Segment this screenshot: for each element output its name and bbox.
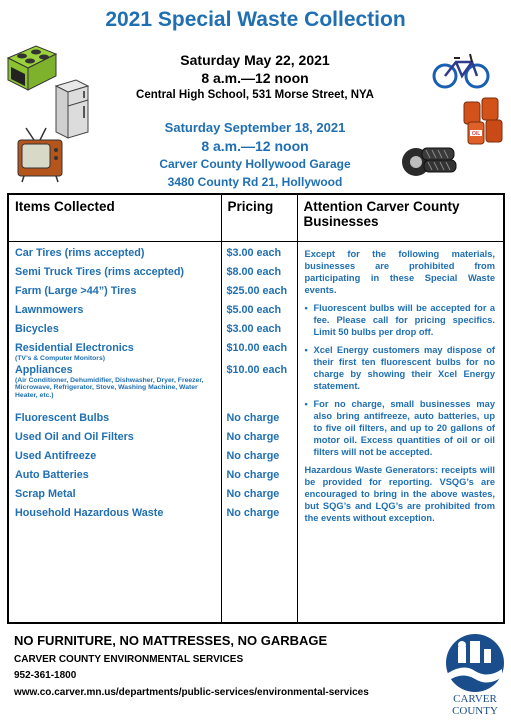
event-may-time: 8 a.m.—12 noon bbox=[201, 70, 309, 86]
event-sept-location: Carver County Hollywood Garage bbox=[159, 157, 351, 171]
attention-bullets bbox=[305, 302, 496, 458]
footer-url[interactable]: www.co.carver.mn.us/departments/public-services/environmental-services bbox=[14, 687, 369, 698]
list-item: Scrap Metal bbox=[15, 487, 76, 500]
attention-bullet: • For no charge, small businesses may also bring antifreeze, auto batteries, up to five oil filters, and up to 20 gallons of motor oil. Excess quantities of oil or oil filters will not be accepted. bbox=[305, 398, 496, 458]
pricing-column bbox=[221, 241, 297, 623]
items-table bbox=[7, 193, 505, 624]
television-icon bbox=[14, 126, 66, 184]
list-item: Used Oil and Oil Filters bbox=[15, 430, 134, 443]
event-may-location: Central High School, 531 Morse Street, NYA bbox=[136, 89, 374, 101]
footer bbox=[14, 633, 444, 698]
table-header-row bbox=[8, 194, 504, 241]
price-value: $25.00 each bbox=[226, 284, 288, 297]
logo-line-2: COUNTY bbox=[452, 705, 498, 717]
list-item: Bicycles bbox=[15, 322, 59, 335]
footer-phone: 952-361-1800 bbox=[14, 670, 77, 681]
event-sept-address: 3480 County Rd 21, Hollywood bbox=[167, 175, 343, 189]
oil-drums-icon bbox=[462, 96, 506, 148]
list-item: Used Antifreeze bbox=[15, 449, 97, 462]
attention-closing: Hazardous Waste Generators: receipts will be provided for reporting. VSQG’s are encouraged to bring in the above wastes, but SQG’s and LQG’s are prohibited from the events without exception. bbox=[304, 464, 495, 523]
logo-text bbox=[440, 693, 510, 717]
event-september bbox=[110, 120, 400, 189]
price-value: $5.00 each bbox=[226, 303, 282, 316]
list-item bbox=[15, 363, 215, 411]
event-may-date: Saturday May 22, 2021 bbox=[180, 52, 330, 68]
list-item: Lawnmowers bbox=[15, 303, 84, 316]
event-sept-date: Saturday September 18, 2021 bbox=[164, 120, 346, 135]
stove-icon bbox=[6, 42, 58, 92]
price-value: $8.00 each bbox=[226, 265, 282, 278]
price-value: $3.00 each bbox=[226, 246, 282, 259]
header-attention: Attention Carver County Businesses bbox=[297, 194, 504, 241]
items-column bbox=[8, 241, 221, 623]
price-value: $10.00 each bbox=[226, 363, 288, 376]
item-subtext: (Air Conditioner, Dehumidifier, Dishwasher, Dryer, Freezer, Microwave, Refrigerator, Stove, Washing Machine, Water Heater, etc.) bbox=[15, 376, 204, 399]
price-value: No charge bbox=[226, 430, 280, 443]
bicycle-icon bbox=[432, 50, 490, 90]
attention-column bbox=[297, 241, 504, 623]
logo-line-1: CARVER bbox=[453, 693, 497, 705]
header-pricing: Pricing bbox=[221, 194, 297, 241]
footer-notice: NO FURNITURE, NO MATTRESSES, NO GARBAGE bbox=[14, 633, 328, 648]
table-body-row bbox=[8, 241, 504, 623]
price-value: No charge bbox=[226, 487, 280, 500]
list-item: Farm (Large >44”) Tires bbox=[15, 284, 137, 297]
price-value: No charge bbox=[226, 449, 280, 462]
header-items: Items Collected bbox=[8, 194, 221, 241]
list-item: Auto Batteries bbox=[15, 468, 89, 481]
list-item: Household Hazardous Waste bbox=[15, 506, 164, 519]
item-label: Appliances bbox=[15, 363, 73, 376]
item-label: Residential Electronics bbox=[15, 341, 134, 354]
attention-intro: Except for the following materials, businesses are prohibited from participating in these Special Waste events. bbox=[304, 248, 495, 295]
price-value: No charge bbox=[226, 468, 280, 481]
price-value: $10.00 each bbox=[226, 341, 288, 354]
footer-org: CARVER COUNTY ENVIRONMENTAL SERVICES bbox=[14, 654, 244, 665]
event-sept-time: 8 a.m.—12 noon bbox=[201, 138, 309, 154]
price-value: $3.00 each bbox=[226, 322, 282, 335]
list-item: Car Tires (rims accepted) bbox=[15, 246, 145, 259]
item-subtext: (TV’s & Computer Monitors) bbox=[15, 354, 105, 362]
list-item: Fluorescent Bulbs bbox=[15, 411, 110, 424]
price-value: No charge bbox=[226, 411, 280, 424]
price-value: No charge bbox=[226, 506, 280, 519]
page-title: 2021 Special Waste Collection bbox=[105, 8, 406, 31]
event-may bbox=[120, 52, 390, 101]
list-item: Semi Truck Tires (rims accepted) bbox=[15, 265, 185, 278]
list-item bbox=[15, 341, 215, 363]
attention-bullet: • Xcel Energy customers may dispose of their first ten fluorescent bulbs for no charge by showing their Xcel Energy statement. bbox=[305, 344, 496, 392]
attention-bullet: • Fluorescent bulbs will be accepted for a fee. Please call for pricing specifics. Limit 50 bulbs per drop off. bbox=[305, 302, 496, 338]
attention-text bbox=[305, 248, 496, 524]
tires-icon bbox=[398, 138, 462, 178]
svg-text:OIL: OIL bbox=[471, 131, 481, 137]
